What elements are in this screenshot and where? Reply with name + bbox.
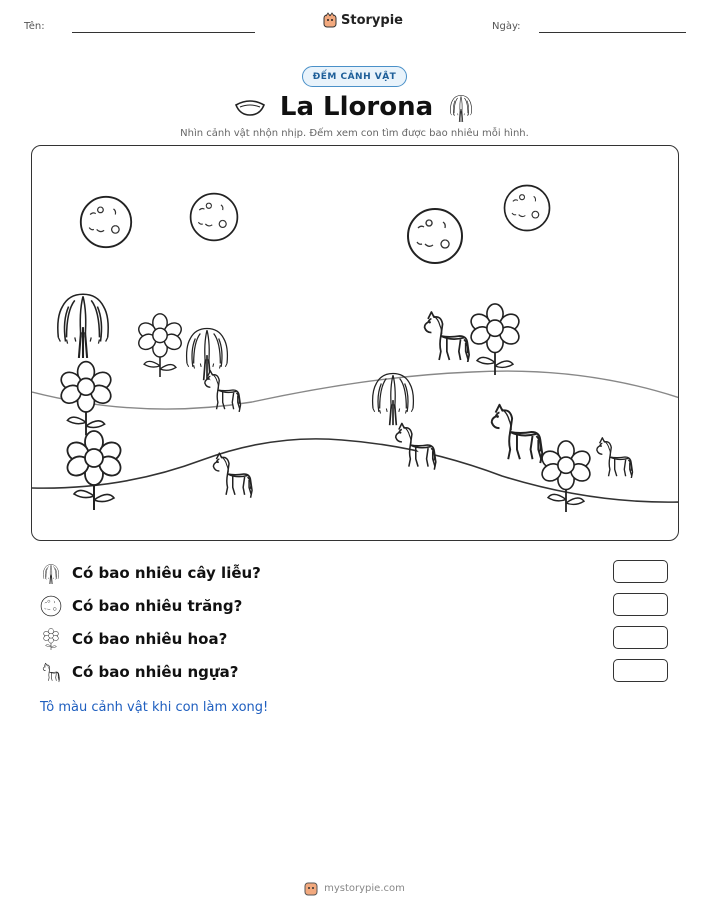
storypie-logo-icon	[323, 12, 337, 28]
brand-name: Storypie	[341, 12, 403, 28]
answer-box-moon[interactable]	[613, 593, 668, 616]
answer-box-willow[interactable]	[613, 560, 668, 583]
horse	[396, 423, 436, 469]
moon	[505, 186, 550, 231]
horse-icon	[40, 661, 62, 683]
moon	[191, 194, 238, 241]
site-footer	[0, 880, 709, 896]
question-text: Có bao nhiêu trăng?	[72, 597, 243, 615]
horse	[213, 453, 252, 498]
flower	[136, 314, 184, 377]
activity-badge: ĐẾM CẢNH VẬT	[302, 66, 407, 87]
title-row	[0, 92, 709, 122]
date-label: Ngày:	[492, 21, 521, 32]
question-row-horse	[40, 661, 238, 683]
scene-drawing	[32, 146, 679, 541]
hill-line-back	[32, 371, 679, 409]
flower-icon	[40, 628, 62, 650]
question-text: Có bao nhiêu hoa?	[72, 630, 228, 648]
question-row-flower	[40, 628, 227, 650]
willow-tree	[58, 294, 108, 358]
flower	[64, 431, 124, 510]
moon	[81, 197, 131, 247]
question-row-moon	[40, 595, 242, 617]
horse	[597, 438, 633, 479]
horse	[425, 312, 470, 363]
storypie-logo-icon	[304, 880, 318, 896]
question-row-willow	[40, 562, 261, 584]
page-title: La Llorona	[279, 92, 434, 122]
coloring-note: Tô màu cảnh vật khi con làm xong!	[40, 700, 269, 715]
answer-box-horse[interactable]	[613, 659, 668, 682]
willow-tree	[373, 374, 414, 426]
name-line[interactable]	[72, 32, 255, 33]
willow-tree	[187, 329, 228, 381]
boat-icon	[234, 97, 266, 117]
flower	[468, 304, 522, 375]
flower	[58, 362, 114, 436]
instructions: Nhìn cảnh vật nhộn nhịp. Đếm xem con tìm được bao nhiêu mỗi hình.	[180, 128, 529, 139]
answer-box-flower[interactable]	[613, 626, 668, 649]
flower	[539, 441, 593, 512]
name-label: Tên:	[24, 21, 45, 32]
horse	[492, 405, 543, 463]
moon	[408, 209, 462, 263]
brand-logo	[323, 12, 403, 28]
willow-icon	[447, 92, 475, 122]
site-url: mystorypie.com	[324, 882, 405, 894]
question-text: Có bao nhiêu ngựa?	[72, 663, 239, 681]
date-line[interactable]	[539, 32, 686, 33]
moon-icon	[40, 595, 62, 617]
willow-icon	[40, 562, 62, 584]
counting-scene	[31, 145, 679, 541]
question-text: Có bao nhiêu cây liễu?	[72, 564, 261, 582]
